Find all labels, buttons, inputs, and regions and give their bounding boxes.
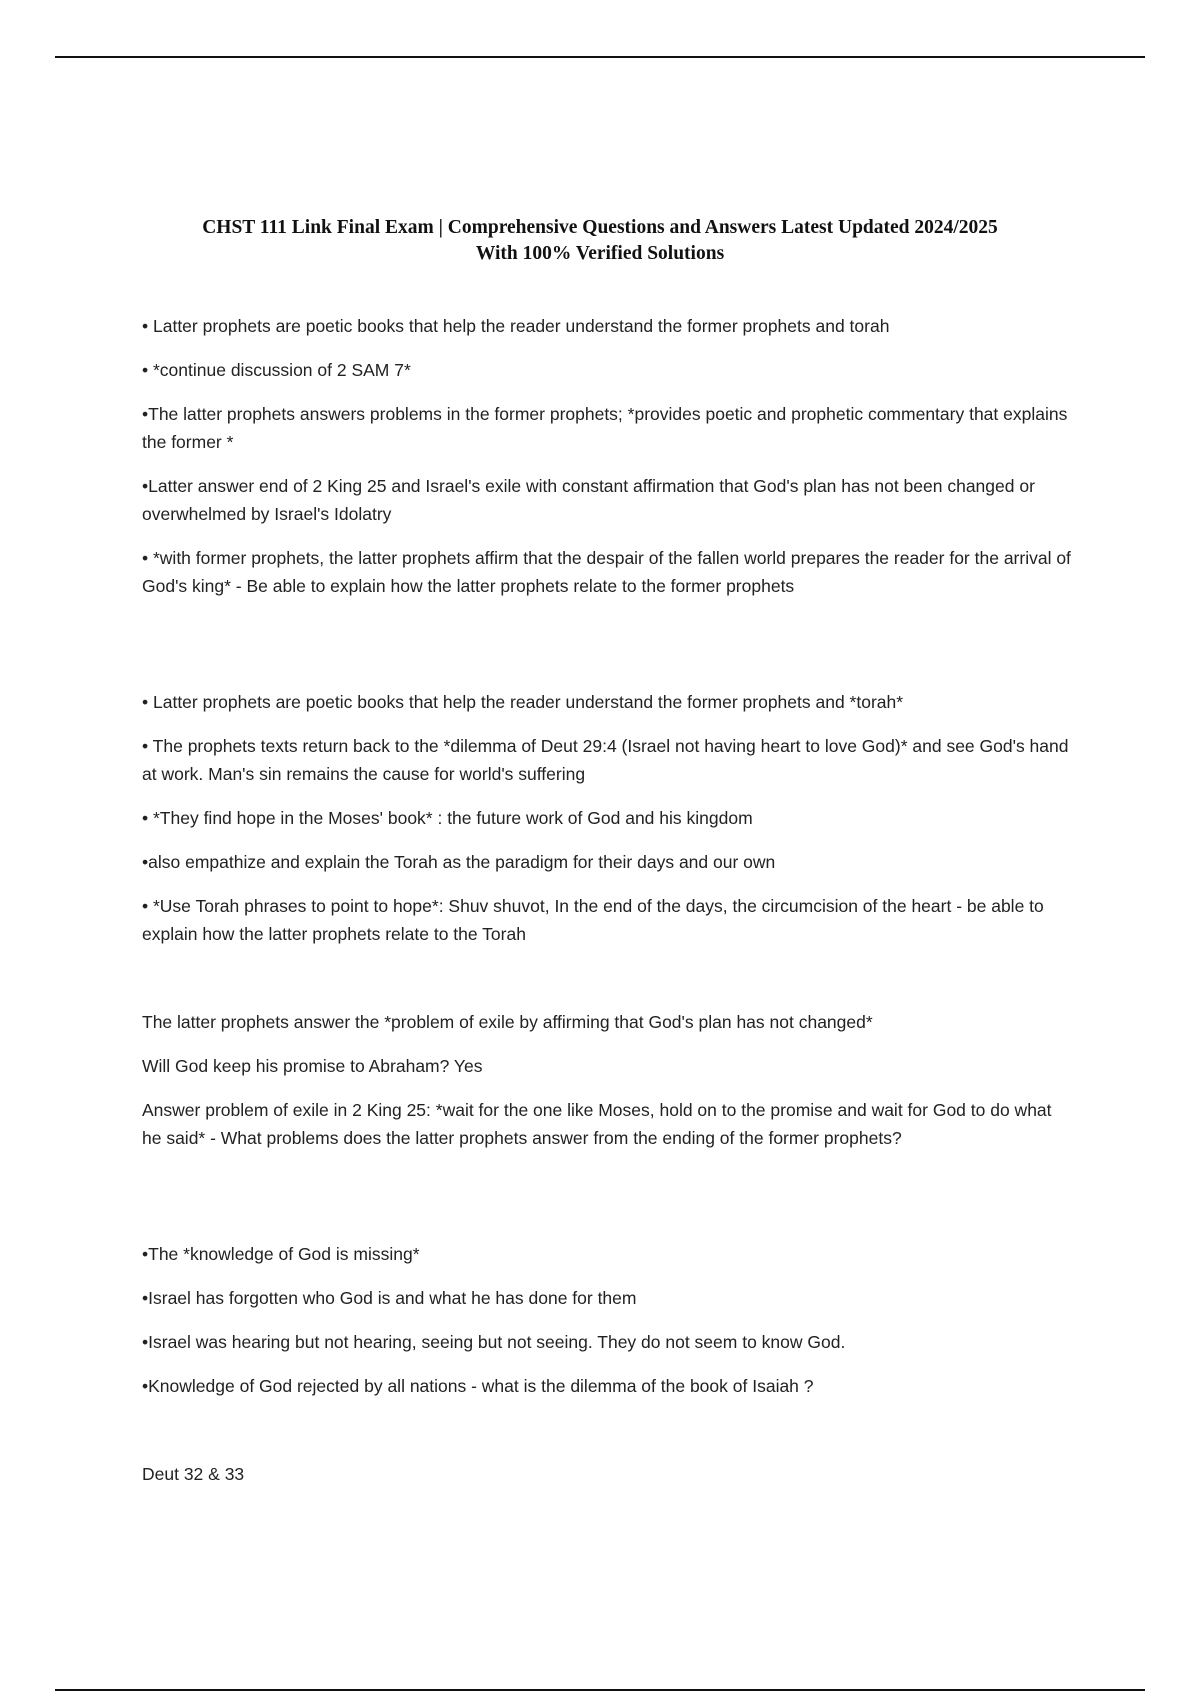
paragraph-1: • Latter prophets are poetic books that help the reader understand the former prophets and torah	[142, 316, 890, 336]
title-line-1: CHST 111 Link Final Exam | Comprehensive Questions and Answers Latest Updated 2024/2025	[202, 217, 998, 238]
paragraph-6: • Latter prophets are poetic books that help the reader understand the former prophets and *torah*	[142, 692, 904, 712]
paragraph-3: •The latter prophets answers problems in the former prophets; *provides poetic and prophetic commentary that explains the former *	[142, 404, 1068, 452]
paragraph-15: •Israel has forgotten who God is and what he has done for them	[142, 1288, 637, 1308]
paragraph-4: •Latter answer end of 2 King 25 and Israel's exile with constant affirmation that God's plan has not been changed or overwhelmed by Israel's Idolatry	[142, 476, 1035, 524]
paragraph-18: Deut 32 & 33	[142, 1464, 245, 1484]
paragraph-8: • *They find hope in the Moses' book* : the future work of God and his kingdom	[142, 808, 753, 828]
paragraph-12: Will God keep his promise to Abraham? Yes	[142, 1056, 483, 1076]
paragraph-10: • *Use Torah phrases to point to hope*: Shuv shuvot, In the end of the days, the circumcision of the heart - be able to explain how the latter prophets relate to the Torah	[142, 896, 1044, 944]
paragraph-14: •The *knowledge of God is missing*	[142, 1244, 420, 1264]
paragraph-2: • *continue discussion of 2 SAM 7*	[142, 360, 411, 380]
paragraph-11: The latter prophets answer the *problem of exile by affirming that God's plan has not changed*	[142, 1012, 873, 1032]
paragraph-9: •also empathize and explain the Torah as the paradigm for their days and our own	[142, 852, 776, 872]
bottom-rule	[55, 1689, 1145, 1691]
paragraph-16: •Israel was hearing but not hearing, seeing but not seeing. They do not seem to know God.	[142, 1332, 846, 1352]
paragraph-17: •Knowledge of God rejected by all nations - what is the dilemma of the book of Isaiah ?	[142, 1376, 814, 1396]
document-title	[0, 215, 1200, 267]
paragraph-13: Answer problem of exile in 2 King 25: *wait for the one like Moses, hold on to the promise and wait for God to do what he said* - What problems does the latter prophets answer from the ending of the former prophets?	[142, 1100, 1052, 1148]
paragraph-7: • The prophets texts return back to the *dilemma of Deut 29:4 (Israel not having heart to love God)* and see God's hand at work. Man's sin remains the cause for world's suffering	[142, 736, 1069, 784]
top-rule	[55, 56, 1145, 58]
title-line-2: With 100% Verified Solutions	[475, 243, 725, 264]
paragraph-5: • *with former prophets, the latter prophets affirm that the despair of the fallen world prepares the reader for the arrival of God's king* - Be able to explain how the latter prophets relate to the former prophets	[142, 548, 1071, 596]
